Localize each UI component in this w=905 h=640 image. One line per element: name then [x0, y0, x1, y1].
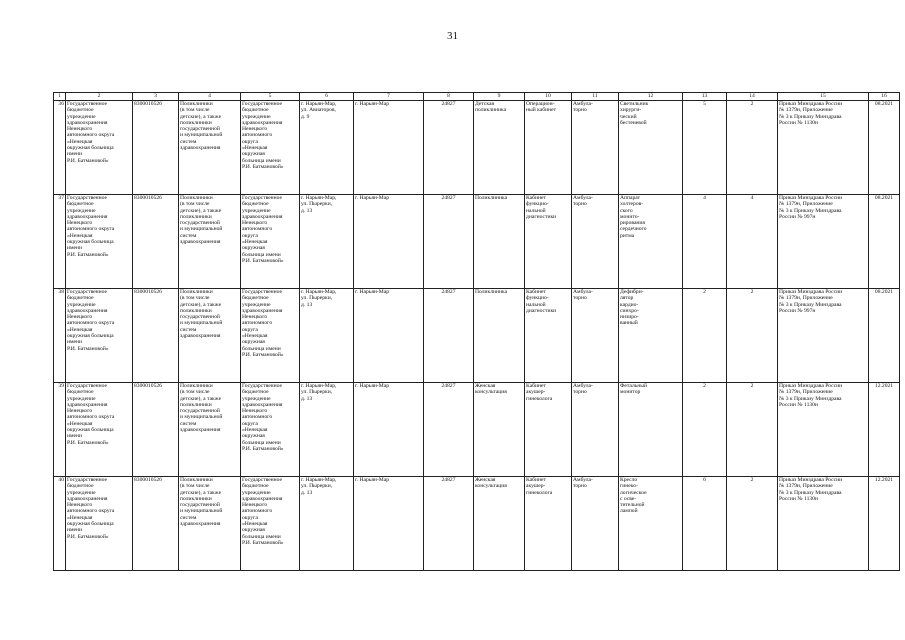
row-number: 37: [54, 195, 66, 289]
date-cell: 12.2021: [869, 477, 900, 571]
order-reference-cell: Приказ Минздрава России № 1379н, Приложение № 3 к Приказу Минздрава России № 1130н: [778, 101, 869, 195]
inn-cell: 8300010526: [133, 101, 179, 195]
column-number: 13: [683, 93, 727, 101]
address-cell: г. Нарьян-Мар, ул. Авиаторов, д. 9: [300, 101, 354, 195]
address-cell: г. Нарьян-Мар, ул. Пырерки, д. 13: [300, 195, 354, 289]
column-number: 7: [354, 93, 424, 101]
code-cell: 24827: [424, 101, 474, 195]
equipment-cell: Светильник хирурги- ческий бестеневой: [619, 101, 683, 195]
facility-type-cell: Поликлиники (в том числе детские), а также поликлиники государственной и муниципальной систем здравоохранения: [179, 289, 241, 383]
inn-cell: 8300010526: [133, 477, 179, 571]
quantity-cell: 4: [727, 195, 778, 289]
organization-cell: Государственное бюджетное учреждение здравоохранения Ненецкого автономного округа «Ненецкая окружная больница имени Р.И. Батмановой»: [66, 101, 133, 195]
date-cell: 12.2021: [869, 383, 900, 477]
equipment-cell: Кресло гинеко- логическое с осве- тительной лампой: [619, 477, 683, 571]
row-number: 36: [54, 101, 66, 195]
organization-cell: Государственное бюджетное учреждение здравоохранения Ненецкого автономного округа «Ненецкая окружная больница имени Р.И. Батмановой»: [66, 477, 133, 571]
quantity-cell: 5: [683, 101, 727, 195]
city-cell: г. Нарьян-Мар: [354, 383, 424, 477]
column-number: 1: [54, 93, 66, 101]
column-number: 10: [525, 93, 572, 101]
address-cell: г. Нарьян-Мар, ул. Пырерки, д. 13: [300, 477, 354, 571]
city-cell: г. Нарьян-Мар: [354, 101, 424, 195]
quantity-cell: 2: [727, 289, 778, 383]
code-cell: 24827: [424, 477, 474, 571]
room-cell: Операцион- ный кабинет: [525, 101, 572, 195]
room-cell: Кабинет функцио- нальной диагностики: [525, 195, 572, 289]
equipment-cell: Аппарат холтеров- ского монито- рирования сердечного ритма: [619, 195, 683, 289]
department-cell: Поликлиника: [474, 195, 525, 289]
organization-unit-cell: Государственное бюджетное учреждение здравоохранения Ненецкого автономного округа «Ненецкая окружная больница имени Р.И. Батмановой»: [241, 289, 300, 383]
column-number: 15: [778, 93, 869, 101]
column-number: 11: [572, 93, 619, 101]
room-cell: Кабинет акушер- гинеколога: [525, 477, 572, 571]
equipment-cell: Фетальный монитор: [619, 383, 683, 477]
table-row: [54, 101, 900, 195]
table-row: [54, 195, 900, 289]
quantity-cell: 6: [683, 477, 727, 571]
organization-unit-cell: Государственное бюджетное учреждение здравоохранения Ненецкого автономного округа «Ненецкая окружная больница имени Р.И. Батмановой»: [241, 383, 300, 477]
city-cell: г. Нарьян-Мар: [354, 195, 424, 289]
row-number: 39: [54, 383, 66, 477]
facility-type-cell: Поликлиники (в том числе детские), а также поликлиники государственной и муниципальной систем здравоохранения: [179, 383, 241, 477]
room-cell: Кабинет функцио- нальной диагностики: [525, 289, 572, 383]
facility-type-cell: Поликлиники (в том числе детские), а также поликлиники государственной и муниципальной систем здравоохранения: [179, 195, 241, 289]
city-cell: г. Нарьян-Мар: [354, 477, 424, 571]
equipment-table: [53, 92, 900, 571]
care-form-cell: Амбула- торно: [572, 383, 619, 477]
order-reference-cell: Приказ Минздрава России № 1379н, Приложение № 3 к Приказу Минздрава России № 997н: [778, 289, 869, 383]
column-number: 2: [66, 93, 133, 101]
column-number: 8: [424, 93, 474, 101]
column-number: 4: [179, 93, 241, 101]
date-cell: 08.2021: [869, 289, 900, 383]
city-cell: г. Нарьян-Мар: [354, 289, 424, 383]
room-cell: Кабинет акушер- гинеколога: [525, 383, 572, 477]
organization-unit-cell: Государственное бюджетное учреждение здравоохранения Ненецкого автономного округа «Ненецкая окружная больница имени Р.И. Батмановой»: [241, 195, 300, 289]
row-number: 38: [54, 289, 66, 383]
quantity-cell: 4: [683, 195, 727, 289]
date-cell: 08.2021: [869, 101, 900, 195]
code-cell: 24827: [424, 195, 474, 289]
organization-cell: Государственное бюджетное учреждение здравоохранения Ненецкого автономного округа «Ненецкая окружная больница имени Р.И. Батмановой»: [66, 383, 133, 477]
column-number: 3: [133, 93, 179, 101]
address-cell: г. Нарьян-Мар, ул. Пырерки, д. 13: [300, 383, 354, 477]
inn-cell: 8300010526: [133, 289, 179, 383]
organization-cell: Государственное бюджетное учреждение здравоохранения Ненецкого автономного округа «Ненецкая окружная больница имени Р.И. Батмановой»: [66, 195, 133, 289]
date-cell: 08.2021: [869, 195, 900, 289]
column-number: 9: [474, 93, 525, 101]
quantity-cell: 2: [727, 477, 778, 571]
code-cell: 24827: [424, 383, 474, 477]
table-row: [54, 289, 900, 383]
care-form-cell: Амбула- торно: [572, 101, 619, 195]
organization-unit-cell: Государственное бюджетное учреждение здравоохранения Ненецкого автономного округа «Ненецкая окружная больница имени Р.И. Батмановой»: [241, 101, 300, 195]
care-form-cell: Амбула- торно: [572, 195, 619, 289]
row-number: 40: [54, 477, 66, 571]
order-reference-cell: Приказ Минздрава России № 1379н, Приложение № 3 к Приказу Минздрава России № 997н: [778, 195, 869, 289]
table-row: [54, 477, 900, 571]
department-cell: Женская консультация: [474, 383, 525, 477]
department-cell: Женская консультация: [474, 477, 525, 571]
column-number: 12: [619, 93, 683, 101]
organization-cell: Государственное бюджетное учреждение здравоохранения Ненецкого автономного округа «Ненецкая окружная больница имени Р.И. Батмановой»: [66, 289, 133, 383]
address-cell: г. Нарьян-Мар, ул. Пырерки, д. 13: [300, 289, 354, 383]
column-number: 5: [241, 93, 300, 101]
quantity-cell: 2: [683, 383, 727, 477]
column-number: 14: [727, 93, 778, 101]
facility-type-cell: Поликлиники (в том числе детские), а также поликлиники государственной и муниципальной систем здравоохранения: [179, 477, 241, 571]
inn-cell: 8300010526: [133, 383, 179, 477]
quantity-cell: 2: [683, 289, 727, 383]
order-reference-cell: Приказ Минздрава России № 1379н, Приложение № 3 к Приказу Минздрава России № 1130н: [778, 477, 869, 571]
table-row: [54, 383, 900, 477]
page-number: 31: [447, 30, 458, 42]
quantity-cell: 2: [727, 101, 778, 195]
organization-unit-cell: Государственное бюджетное учреждение здравоохранения Ненецкого автономного округа «Ненецкая окружная больница имени Р.И. Батмановой»: [241, 477, 300, 571]
department-cell: Детская поликлиника: [474, 101, 525, 195]
care-form-cell: Амбула- торно: [572, 477, 619, 571]
quantity-cell: 2: [727, 383, 778, 477]
order-reference-cell: Приказ Минздрава России № 1379н, Приложение № 3 к Приказу Минздрава России № 1130н: [778, 383, 869, 477]
code-cell: 24827: [424, 289, 474, 383]
column-number: 6: [300, 93, 354, 101]
facility-type-cell: Поликлиники (в том числе детские), а также поликлиники государственной и муниципальной систем здравоохранения: [179, 101, 241, 195]
equipment-cell: Дефибри- лятор кардио- синхро- низиро- ванный: [619, 289, 683, 383]
care-form-cell: Амбула- торно: [572, 289, 619, 383]
department-cell: Поликлиника: [474, 289, 525, 383]
column-number: 16: [869, 93, 900, 101]
column-number-row: [54, 93, 900, 101]
inn-cell: 8300010526: [133, 195, 179, 289]
